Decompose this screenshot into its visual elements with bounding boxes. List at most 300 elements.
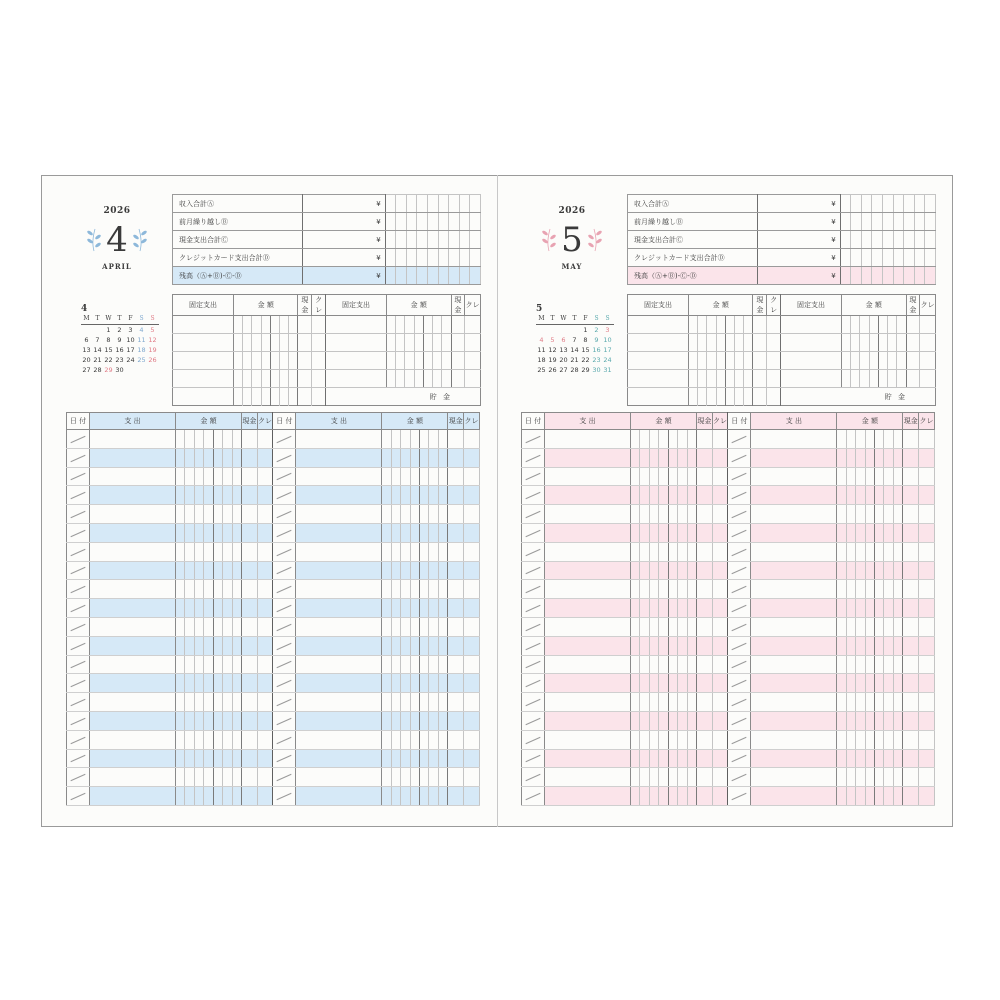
amount-digit-cell[interactable] — [687, 505, 696, 524]
amount-digit-cell[interactable] — [698, 370, 707, 388]
amount-digit-cell[interactable] — [414, 316, 423, 334]
fixed-expense-cell[interactable] — [173, 334, 234, 352]
date-cell[interactable] — [728, 523, 751, 542]
amount-digit-cell[interactable] — [846, 467, 855, 486]
fixed-expense-cell[interactable] — [173, 388, 234, 406]
amount-digit-cell[interactable] — [837, 749, 846, 768]
amount-digit-cell[interactable] — [630, 580, 639, 599]
cash-check-cell[interactable] — [696, 749, 712, 768]
amount-digit-cell[interactable] — [185, 768, 194, 787]
amount-digit-cell[interactable] — [428, 195, 439, 213]
amount-digit-cell[interactable] — [438, 430, 447, 449]
amount-digit-cell[interactable] — [659, 749, 668, 768]
expense-item-cell[interactable] — [751, 523, 837, 542]
amount-digit-cell[interactable] — [846, 542, 855, 561]
amount-digit-cell[interactable] — [860, 334, 869, 352]
amount-digit-cell[interactable] — [687, 486, 696, 505]
amount-digit-cell[interactable] — [744, 388, 753, 406]
cash-check-cell[interactable] — [906, 334, 920, 352]
date-cell[interactable] — [67, 599, 90, 618]
amount-digit-cell[interactable] — [884, 711, 893, 730]
date-cell[interactable] — [67, 580, 90, 599]
date-cell[interactable] — [522, 430, 545, 449]
amount-digit-cell[interactable] — [698, 388, 707, 406]
amount-digit-cell[interactable] — [420, 768, 429, 787]
amount-digit-cell[interactable] — [185, 711, 194, 730]
credit-check-cell[interactable] — [464, 674, 480, 693]
amount-digit-cell[interactable] — [893, 636, 902, 655]
date-cell[interactable] — [273, 430, 296, 449]
amount-digit-cell[interactable] — [223, 749, 232, 768]
amount-digit-cell[interactable] — [429, 730, 438, 749]
cash-check-cell[interactable] — [753, 316, 767, 334]
date-cell[interactable] — [273, 580, 296, 599]
amount-digit-cell[interactable] — [194, 693, 203, 712]
amount-digit-cell[interactable] — [289, 334, 298, 352]
amount-digit-cell[interactable] — [856, 542, 865, 561]
credit-check-cell[interactable] — [464, 787, 480, 806]
amount-digit-cell[interactable] — [884, 467, 893, 486]
amount-digit-cell[interactable] — [223, 430, 232, 449]
credit-check-cell[interactable] — [920, 334, 936, 352]
amount-digit-cell[interactable] — [659, 430, 668, 449]
fixed-expense-cell[interactable] — [326, 316, 387, 334]
cash-check-cell[interactable] — [241, 467, 257, 486]
amount-digit-cell[interactable] — [401, 617, 410, 636]
credit-check-cell[interactable] — [712, 448, 728, 467]
amount-digit-cell[interactable] — [884, 580, 893, 599]
amount-digit-cell[interactable] — [429, 617, 438, 636]
amount-digit-cell[interactable] — [630, 486, 639, 505]
amount-digit-cell[interactable] — [213, 542, 222, 561]
amount-digit-cell[interactable] — [385, 195, 396, 213]
amount-digit-cell[interactable] — [893, 730, 902, 749]
amount-digit-cell[interactable] — [406, 231, 417, 249]
amount-digit-cell[interactable] — [840, 195, 851, 213]
amount-digit-cell[interactable] — [438, 711, 447, 730]
amount-digit-cell[interactable] — [925, 249, 936, 267]
cash-check-cell[interactable] — [696, 505, 712, 524]
amount-digit-cell[interactable] — [914, 267, 925, 285]
credit-check-cell[interactable] — [919, 523, 935, 542]
credit-check-cell[interactable] — [767, 334, 781, 352]
date-cell[interactable] — [273, 542, 296, 561]
amount-digit-cell[interactable] — [438, 249, 449, 267]
expense-item-cell[interactable] — [545, 430, 631, 449]
amount-digit-cell[interactable] — [698, 334, 707, 352]
amount-digit-cell[interactable] — [678, 561, 687, 580]
amount-digit-cell[interactable] — [401, 787, 410, 806]
expense-item-cell[interactable] — [545, 467, 631, 486]
amount-digit-cell[interactable] — [232, 523, 241, 542]
cash-check-cell[interactable] — [903, 467, 919, 486]
amount-digit-cell[interactable] — [405, 316, 414, 334]
amount-digit-cell[interactable] — [382, 505, 391, 524]
amount-digit-cell[interactable] — [893, 787, 902, 806]
credit-check-cell[interactable] — [919, 787, 935, 806]
amount-digit-cell[interactable] — [223, 561, 232, 580]
amount-digit-cell[interactable] — [875, 768, 884, 787]
credit-check-cell[interactable] — [464, 599, 480, 618]
fixed-expense-cell[interactable] — [326, 370, 387, 388]
expense-item-cell[interactable] — [751, 636, 837, 655]
amount-digit-cell[interactable] — [649, 787, 658, 806]
amount-digit-cell[interactable] — [865, 448, 874, 467]
amount-digit-cell[interactable] — [687, 711, 696, 730]
expense-item-cell[interactable] — [296, 505, 382, 524]
amount-digit-cell[interactable] — [204, 448, 213, 467]
amount-digit-cell[interactable] — [846, 523, 855, 542]
amount-digit-cell[interactable] — [185, 486, 194, 505]
amount-digit-cell[interactable] — [433, 334, 442, 352]
date-cell[interactable] — [273, 749, 296, 768]
credit-check-cell[interactable] — [767, 370, 781, 388]
amount-digit-cell[interactable] — [687, 448, 696, 467]
amount-digit-cell[interactable] — [914, 195, 925, 213]
amount-digit-cell[interactable] — [433, 352, 442, 370]
amount-digit-cell[interactable] — [391, 787, 400, 806]
credit-check-cell[interactable] — [712, 711, 728, 730]
amount-digit-cell[interactable] — [223, 580, 232, 599]
expense-item-cell[interactable] — [751, 486, 837, 505]
expense-item-cell[interactable] — [296, 430, 382, 449]
credit-check-cell[interactable] — [257, 768, 273, 787]
amount-digit-cell[interactable] — [420, 636, 429, 655]
amount-digit-cell[interactable] — [875, 542, 884, 561]
amount-digit-cell[interactable] — [875, 655, 884, 674]
expense-item-cell[interactable] — [296, 730, 382, 749]
cash-check-cell[interactable] — [696, 599, 712, 618]
amount-digit-cell[interactable] — [865, 542, 874, 561]
amount-digit-cell[interactable] — [649, 430, 658, 449]
expense-item-cell[interactable] — [90, 617, 176, 636]
amount-digit-cell[interactable] — [856, 561, 865, 580]
amount-digit-cell[interactable] — [401, 580, 410, 599]
amount-digit-cell[interactable] — [630, 693, 639, 712]
cash-check-cell[interactable] — [696, 787, 712, 806]
amount-digit-cell[interactable] — [243, 334, 252, 352]
amount-digit-cell[interactable] — [659, 730, 668, 749]
amount-digit-cell[interactable] — [185, 730, 194, 749]
date-cell[interactable] — [273, 448, 296, 467]
amount-digit-cell[interactable] — [688, 370, 697, 388]
cash-check-cell[interactable] — [241, 749, 257, 768]
amount-digit-cell[interactable] — [861, 213, 872, 231]
cash-check-cell[interactable] — [696, 693, 712, 712]
amount-digit-cell[interactable] — [382, 655, 391, 674]
amount-digit-cell[interactable] — [688, 352, 697, 370]
amount-digit-cell[interactable] — [280, 388, 289, 406]
amount-digit-cell[interactable] — [888, 370, 897, 388]
expense-item-cell[interactable] — [296, 787, 382, 806]
amount-digit-cell[interactable] — [223, 617, 232, 636]
amount-digit-cell[interactable] — [442, 316, 451, 334]
amount-digit-cell[interactable] — [420, 599, 429, 618]
amount-digit-cell[interactable] — [232, 580, 241, 599]
amount-digit-cell[interactable] — [640, 599, 649, 618]
amount-digit-cell[interactable] — [904, 213, 915, 231]
amount-digit-cell[interactable] — [243, 352, 252, 370]
amount-digit-cell[interactable] — [410, 523, 419, 542]
date-cell[interactable] — [522, 674, 545, 693]
cash-check-cell[interactable] — [241, 505, 257, 524]
amount-digit-cell[interactable] — [429, 787, 438, 806]
date-cell[interactable] — [522, 448, 545, 467]
amount-digit-cell[interactable] — [185, 655, 194, 674]
amount-digit-cell[interactable] — [842, 352, 851, 370]
amount-digit-cell[interactable] — [678, 693, 687, 712]
credit-check-cell[interactable] — [312, 316, 326, 334]
credit-check-cell[interactable] — [464, 617, 480, 636]
credit-check-cell[interactable] — [257, 505, 273, 524]
amount-digit-cell[interactable] — [289, 352, 298, 370]
amount-digit-cell[interactable] — [735, 334, 744, 352]
amount-digit-cell[interactable] — [893, 674, 902, 693]
amount-digit-cell[interactable] — [725, 334, 734, 352]
amount-digit-cell[interactable] — [213, 430, 222, 449]
date-cell[interactable] — [728, 730, 751, 749]
cash-check-cell[interactable] — [448, 467, 464, 486]
amount-digit-cell[interactable] — [406, 267, 417, 285]
cash-check-cell[interactable] — [241, 523, 257, 542]
amount-digit-cell[interactable] — [851, 352, 860, 370]
amount-digit-cell[interactable] — [175, 655, 184, 674]
amount-digit-cell[interactable] — [865, 523, 874, 542]
amount-digit-cell[interactable] — [846, 486, 855, 505]
amount-digit-cell[interactable] — [640, 448, 649, 467]
amount-digit-cell[interactable] — [420, 787, 429, 806]
amount-digit-cell[interactable] — [640, 749, 649, 768]
amount-digit-cell[interactable] — [429, 674, 438, 693]
amount-digit-cell[interactable] — [649, 599, 658, 618]
amount-digit-cell[interactable] — [860, 370, 869, 388]
date-cell[interactable] — [728, 787, 751, 806]
amount-digit-cell[interactable] — [429, 430, 438, 449]
fixed-expense-cell[interactable] — [628, 388, 689, 406]
amount-digit-cell[interactable] — [884, 749, 893, 768]
expense-item-cell[interactable] — [90, 467, 176, 486]
date-cell[interactable] — [273, 467, 296, 486]
amount-digit-cell[interactable] — [893, 580, 902, 599]
amount-digit-cell[interactable] — [401, 674, 410, 693]
credit-check-cell[interactable] — [464, 693, 480, 712]
amount-digit-cell[interactable] — [232, 674, 241, 693]
amount-digit-cell[interactable] — [861, 267, 872, 285]
date-cell[interactable] — [728, 467, 751, 486]
amount-digit-cell[interactable] — [194, 599, 203, 618]
amount-digit-cell[interactable] — [851, 370, 860, 388]
expense-item-cell[interactable] — [296, 636, 382, 655]
amount-digit-cell[interactable] — [438, 231, 449, 249]
cash-check-cell[interactable] — [903, 580, 919, 599]
amount-digit-cell[interactable] — [175, 542, 184, 561]
amount-digit-cell[interactable] — [869, 370, 878, 388]
fixed-expense-cell[interactable] — [173, 352, 234, 370]
amount-digit-cell[interactable] — [875, 787, 884, 806]
cash-check-cell[interactable] — [451, 334, 465, 352]
credit-check-cell[interactable] — [712, 430, 728, 449]
amount-digit-cell[interactable] — [433, 370, 442, 388]
fixed-expense-cell[interactable] — [628, 334, 689, 352]
amount-digit-cell[interactable] — [640, 505, 649, 524]
date-cell[interactable] — [522, 655, 545, 674]
amount-digit-cell[interactable] — [414, 334, 423, 352]
date-cell[interactable] — [67, 749, 90, 768]
cash-check-cell[interactable] — [696, 636, 712, 655]
amount-digit-cell[interactable] — [687, 467, 696, 486]
amount-digit-cell[interactable] — [678, 655, 687, 674]
amount-digit-cell[interactable] — [232, 599, 241, 618]
date-cell[interactable] — [273, 693, 296, 712]
expense-item-cell[interactable] — [90, 768, 176, 787]
amount-digit-cell[interactable] — [406, 213, 417, 231]
amount-digit-cell[interactable] — [649, 467, 658, 486]
amount-digit-cell[interactable] — [649, 486, 658, 505]
amount-digit-cell[interactable] — [185, 636, 194, 655]
amount-digit-cell[interactable] — [856, 430, 865, 449]
amount-digit-cell[interactable] — [232, 693, 241, 712]
amount-digit-cell[interactable] — [232, 787, 241, 806]
amount-digit-cell[interactable] — [185, 542, 194, 561]
amount-digit-cell[interactable] — [194, 467, 203, 486]
amount-digit-cell[interactable] — [243, 316, 252, 334]
amount-digit-cell[interactable] — [438, 580, 447, 599]
amount-digit-cell[interactable] — [401, 523, 410, 542]
amount-digit-cell[interactable] — [698, 352, 707, 370]
amount-digit-cell[interactable] — [270, 388, 279, 406]
amount-digit-cell[interactable] — [914, 213, 925, 231]
amount-digit-cell[interactable] — [725, 352, 734, 370]
expense-item-cell[interactable] — [751, 467, 837, 486]
date-cell[interactable] — [67, 655, 90, 674]
amount-digit-cell[interactable] — [204, 486, 213, 505]
expense-item-cell[interactable] — [296, 599, 382, 618]
cash-check-cell[interactable] — [448, 561, 464, 580]
amount-digit-cell[interactable] — [401, 768, 410, 787]
amount-digit-cell[interactable] — [387, 352, 396, 370]
credit-check-cell[interactable] — [767, 388, 781, 406]
credit-check-cell[interactable] — [464, 636, 480, 655]
cash-check-cell[interactable] — [903, 430, 919, 449]
amount-digit-cell[interactable] — [649, 561, 658, 580]
cash-check-cell[interactable] — [903, 787, 919, 806]
amount-digit-cell[interactable] — [883, 231, 894, 249]
amount-digit-cell[interactable] — [391, 711, 400, 730]
amount-digit-cell[interactable] — [869, 316, 878, 334]
amount-digit-cell[interactable] — [470, 249, 481, 267]
amount-digit-cell[interactable] — [405, 352, 414, 370]
cash-check-cell[interactable] — [241, 599, 257, 618]
amount-digit-cell[interactable] — [846, 636, 855, 655]
date-cell[interactable] — [67, 561, 90, 580]
amount-digit-cell[interactable] — [851, 249, 862, 267]
amount-digit-cell[interactable] — [837, 617, 846, 636]
amount-digit-cell[interactable] — [659, 486, 668, 505]
cash-check-cell[interactable] — [906, 316, 920, 334]
amount-digit-cell[interactable] — [270, 352, 279, 370]
date-cell[interactable] — [728, 674, 751, 693]
amount-digit-cell[interactable] — [410, 430, 419, 449]
amount-digit-cell[interactable] — [185, 580, 194, 599]
cash-check-cell[interactable] — [448, 580, 464, 599]
amount-digit-cell[interactable] — [678, 448, 687, 467]
amount-digit-cell[interactable] — [270, 370, 279, 388]
amount-digit-cell[interactable] — [449, 195, 460, 213]
credit-check-cell[interactable] — [464, 749, 480, 768]
amount-digit-cell[interactable] — [659, 542, 668, 561]
amount-digit-cell[interactable] — [668, 505, 677, 524]
amount-digit-cell[interactable] — [744, 352, 753, 370]
amount-digit-cell[interactable] — [470, 231, 481, 249]
cash-check-cell[interactable] — [298, 388, 312, 406]
expense-item-cell[interactable] — [545, 693, 631, 712]
credit-check-cell[interactable] — [712, 693, 728, 712]
amount-digit-cell[interactable] — [630, 636, 639, 655]
amount-digit-cell[interactable] — [438, 655, 447, 674]
amount-digit-cell[interactable] — [687, 693, 696, 712]
amount-digit-cell[interactable] — [640, 655, 649, 674]
amount-digit-cell[interactable] — [194, 580, 203, 599]
amount-digit-cell[interactable] — [213, 467, 222, 486]
cash-check-cell[interactable] — [241, 787, 257, 806]
amount-digit-cell[interactable] — [280, 334, 289, 352]
amount-digit-cell[interactable] — [678, 486, 687, 505]
amount-digit-cell[interactable] — [194, 674, 203, 693]
amount-digit-cell[interactable] — [185, 749, 194, 768]
amount-digit-cell[interactable] — [875, 599, 884, 618]
amount-digit-cell[interactable] — [410, 711, 419, 730]
amount-digit-cell[interactable] — [851, 267, 862, 285]
date-cell[interactable] — [67, 467, 90, 486]
date-cell[interactable] — [67, 617, 90, 636]
cash-check-cell[interactable] — [241, 636, 257, 655]
expense-item-cell[interactable] — [751, 617, 837, 636]
amount-digit-cell[interactable] — [630, 599, 639, 618]
amount-digit-cell[interactable] — [884, 505, 893, 524]
amount-digit-cell[interactable] — [640, 561, 649, 580]
credit-check-cell[interactable] — [919, 693, 935, 712]
cash-check-cell[interactable] — [903, 486, 919, 505]
amount-digit-cell[interactable] — [630, 787, 639, 806]
amount-digit-cell[interactable] — [438, 599, 447, 618]
amount-digit-cell[interactable] — [429, 523, 438, 542]
cash-check-cell[interactable] — [696, 730, 712, 749]
amount-digit-cell[interactable] — [410, 674, 419, 693]
amount-digit-cell[interactable] — [687, 674, 696, 693]
cash-check-cell[interactable] — [903, 655, 919, 674]
expense-item-cell[interactable] — [90, 674, 176, 693]
cash-check-cell[interactable] — [696, 711, 712, 730]
amount-digit-cell[interactable] — [405, 370, 414, 388]
cash-check-cell[interactable] — [448, 674, 464, 693]
amount-digit-cell[interactable] — [659, 580, 668, 599]
amount-digit-cell[interactable] — [417, 213, 428, 231]
amount-digit-cell[interactable] — [861, 195, 872, 213]
amount-digit-cell[interactable] — [396, 213, 407, 231]
credit-check-cell[interactable] — [919, 430, 935, 449]
credit-check-cell[interactable] — [464, 542, 480, 561]
amount-digit-cell[interactable] — [668, 448, 677, 467]
amount-digit-cell[interactable] — [438, 617, 447, 636]
amount-digit-cell[interactable] — [846, 787, 855, 806]
amount-digit-cell[interactable] — [678, 768, 687, 787]
amount-digit-cell[interactable] — [716, 388, 725, 406]
expense-item-cell[interactable] — [296, 448, 382, 467]
amount-digit-cell[interactable] — [687, 542, 696, 561]
date-cell[interactable] — [522, 505, 545, 524]
amount-digit-cell[interactable] — [851, 231, 862, 249]
amount-digit-cell[interactable] — [649, 655, 658, 674]
